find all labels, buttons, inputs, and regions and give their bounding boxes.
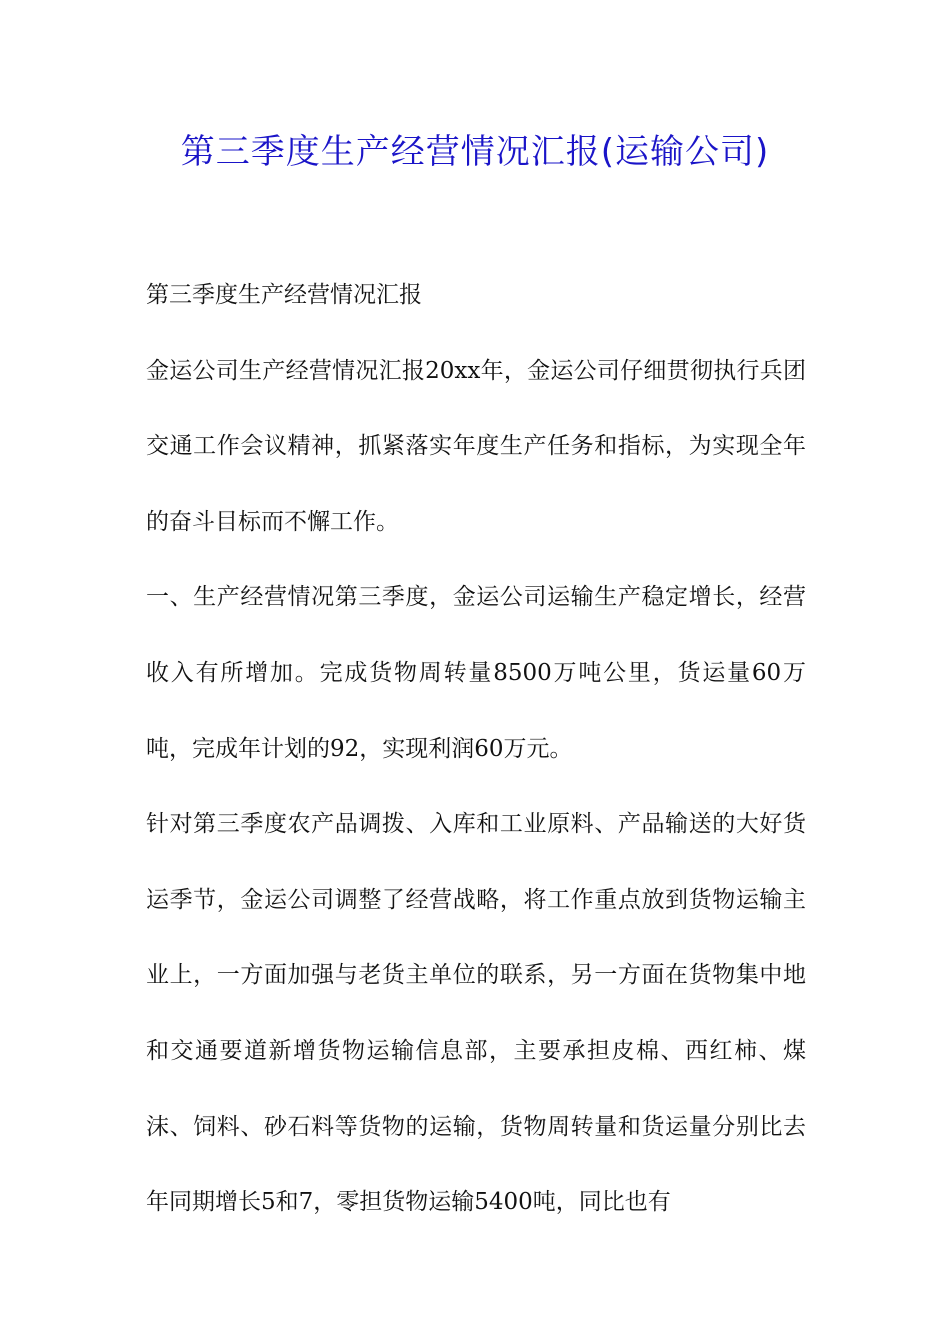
paragraph-intro: 金运公司生产经营情况汇报20xx年，金运公司仔细贯彻执行兵团交通工作会议精神，抓紧落实年度生产任务和指标，为实现全年的奋斗目标而不懈工作。 — [146, 357, 806, 535]
document-body — [146, 258, 806, 1241]
paragraph-strategy: 针对第三季度农产品调拨、入库和工业原料、产品输送的大好货运季节，金运公司调整了经营战略，将工作重点放到货物运输主业上，一方面加强与老货主单位的联系，另一方面在货物集中地和交通要道新增货物运输信息部，主要承担皮棉、西红柿、煤沫、饲料、砂石料等货物的运输，货物周转量和货运量分别比去年同期增长5和7，零担货物运输5400吨，同比也有 — [146, 811, 806, 1216]
paragraph-subtitle: 第三季度生产经营情况汇报 — [146, 282, 422, 308]
paragraph-production-overview: 一、生产经营情况第三季度，金运公司运输生产稳定增长，经营收入有所增加。完成货物周转量8500万吨公里，货运量60万吨，完成年计划的92，实现利润60万元。 — [146, 584, 806, 762]
document-title: 第三季度生产经营情况汇报(运输公司) — [180, 132, 770, 172]
